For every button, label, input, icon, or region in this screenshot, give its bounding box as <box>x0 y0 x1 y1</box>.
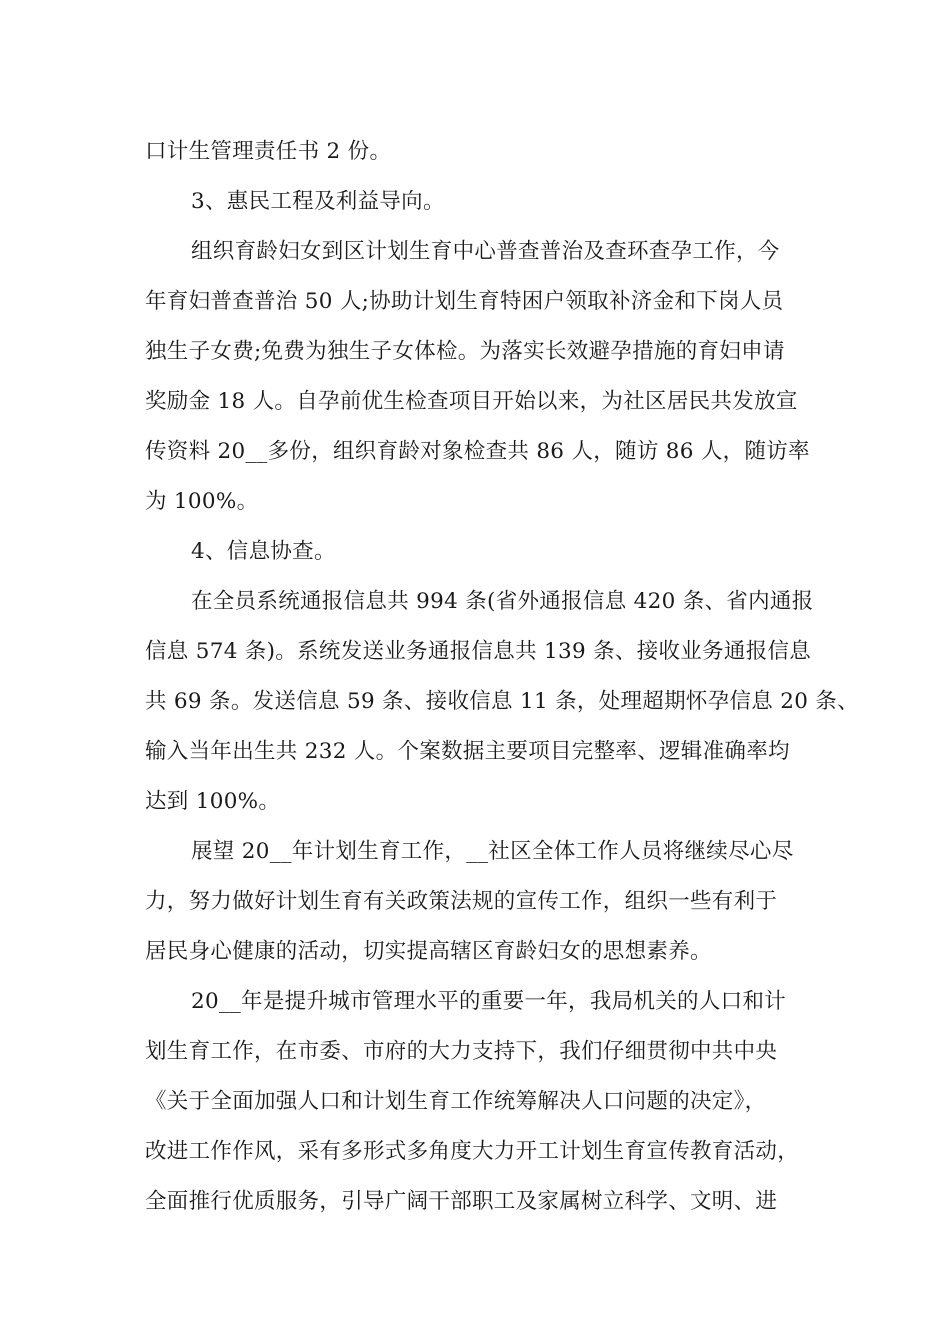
text-line: 传资料 20__多份，组织育龄对象检查共 86 人，随访 86 人，随访率 <box>145 439 810 464</box>
text-line: 居民身心健康的活动，切实提高辖区育龄妇女的思想素养。 <box>145 939 712 964</box>
text-line: 信息 574 条)。系统发送业务通报信息共 139 条、接收业务通报信息 <box>145 639 812 664</box>
text-line: 奖励金 18 人。自孕前优生检查项目开始以来，为社区居民共发放宣 <box>145 389 798 414</box>
text-line: 4、信息协查。 <box>191 539 336 564</box>
text-line: 在全员系统通报信息共 994 条(省外通报信息 420 条、省内通报 <box>191 589 814 614</box>
text-line: 3、惠民工程及利益导向。 <box>191 189 445 214</box>
paragraph-city-management <box>145 977 815 1227</box>
text-line: 力，努力做好计划生育有关政策法规的宣传工作，组织一些有利于 <box>145 889 778 914</box>
text-line: 20__年是提升城市管理水平的重要一年，我局机关的人口和计 <box>191 989 787 1014</box>
section-heading-3 <box>145 177 815 227</box>
text-line: 口计生管理责任书 2 份。 <box>145 139 392 164</box>
text-line: 达到 100%。 <box>145 789 281 814</box>
text-line: 改进工作作风，采有多形式多角度大力开工计划生育宣传教育活动， <box>145 1139 800 1164</box>
text-line: 组织育龄妇女到区计划生育中心普查普治及查环查孕工作，今 <box>191 239 780 264</box>
paragraph-benefits <box>145 227 815 527</box>
text-line: 《关于全面加强人口和计划生育工作统筹解决人口问题的决定》， <box>145 1089 767 1114</box>
text-line: 输入当年出生共 232 人。个案数据主要项目完整率、逻辑准确率均 <box>145 739 790 764</box>
text-line: 为 100%。 <box>145 489 259 514</box>
text-line: 独生子女费;免费为独生子女体检。为落实长效避孕措施的育妇申请 <box>145 339 785 364</box>
text-line: 共 69 条。发送信息 59 条、接收信息 11 条，处理超期怀孕信息 20 条、 <box>145 689 859 714</box>
text-line: 划生育工作，在市委、市府的大力支持下，我们仔细贯彻中共中央 <box>145 1039 778 1064</box>
document-body <box>145 127 859 1227</box>
paragraph-info-check <box>145 577 859 827</box>
text-line: 年育妇普查普治 50 人;协助计划生育特困户领取补济金和下岗人员 <box>145 289 784 314</box>
text-line: 展望 20__年计划生育工作，__社区全体工作人员将继续尽心尽 <box>191 839 794 864</box>
section-heading-4 <box>145 527 815 577</box>
paragraph-outlook <box>145 827 815 977</box>
text-line: 全面推行优质服务，引导广阔干部职工及家属树立科学、文明、进 <box>145 1189 778 1214</box>
paragraph-1 <box>145 127 815 177</box>
